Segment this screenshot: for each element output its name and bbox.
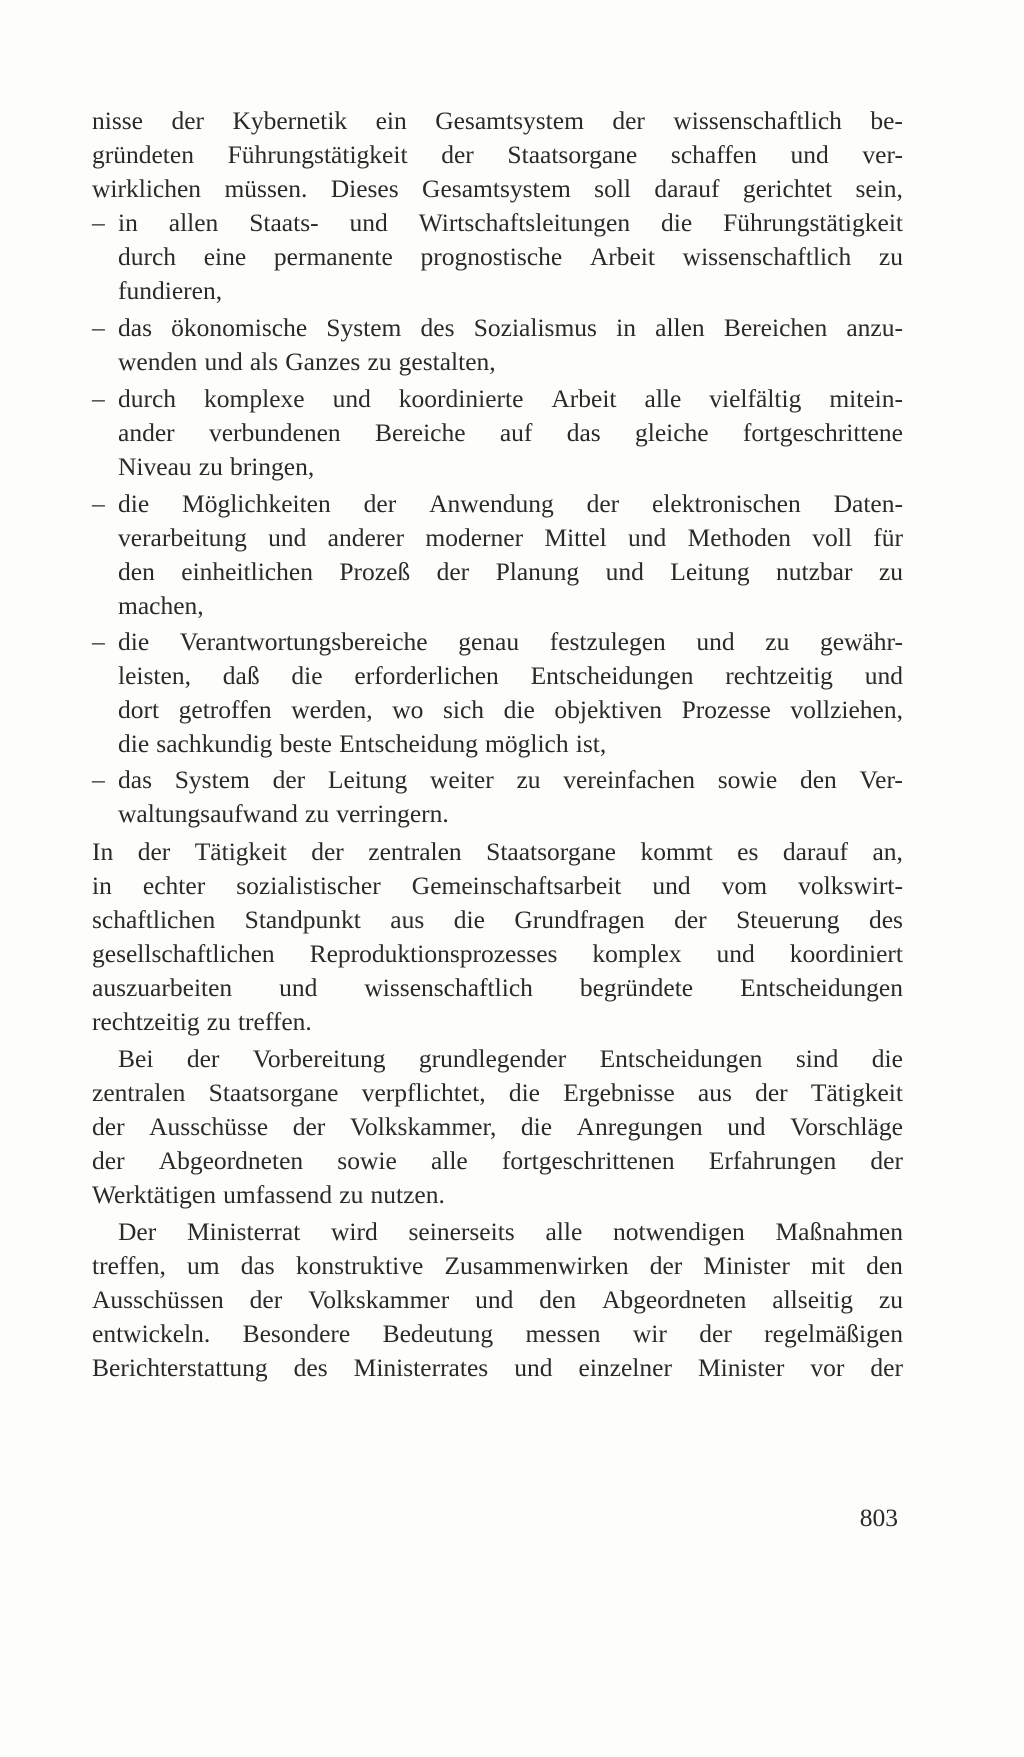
word: sozialistischer	[236, 871, 381, 900]
text-line	[118, 1214, 903, 1250]
text-line	[92, 1109, 903, 1145]
word: das	[118, 765, 152, 794]
word: sowie	[337, 1146, 397, 1175]
word: auf	[499, 418, 533, 447]
word: zu	[339, 1180, 364, 1209]
word: wenden	[118, 347, 198, 376]
word: Berichterstattung	[92, 1353, 268, 1382]
word: zu	[765, 627, 790, 656]
word: bringen,	[229, 452, 315, 481]
word: und	[514, 1353, 553, 1382]
text-line	[92, 1316, 903, 1352]
word: objektiven	[554, 695, 663, 724]
text-line	[118, 796, 903, 832]
word: nutzbar	[776, 557, 853, 586]
word: moderner	[425, 523, 524, 552]
word: die	[871, 1044, 903, 1073]
word: der	[649, 1251, 683, 1280]
word: der	[137, 837, 171, 866]
word: waltungsaufwand	[118, 799, 298, 828]
word: schaftlichen	[92, 905, 216, 934]
word: Ergebnisse	[563, 1078, 675, 1107]
word: der	[171, 106, 204, 135]
word: schaffen	[670, 140, 757, 169]
word: wirklichen	[92, 174, 202, 203]
word: Bereichen	[723, 313, 828, 342]
word: gesellschaftlichen	[92, 939, 275, 968]
word: wird	[331, 1217, 378, 1246]
word: Wirtschaftsleitungen	[418, 208, 631, 237]
word: ist,	[575, 729, 607, 758]
word: festzulegen	[549, 627, 666, 656]
word: Staats-	[249, 208, 319, 237]
word: entwickeln.	[92, 1319, 211, 1348]
word: Führungstätigkeit	[723, 208, 903, 237]
word: Ganzes	[285, 347, 361, 376]
word: zu	[878, 1285, 903, 1314]
word: Tätigkeit	[194, 837, 287, 866]
word: echter	[142, 871, 206, 900]
word: Volkskammer	[308, 1285, 450, 1314]
text-line	[118, 762, 903, 798]
word: sachkundig	[156, 729, 273, 758]
word: und	[279, 973, 318, 1002]
word: anderer	[327, 523, 405, 552]
word: Vorbereitung	[252, 1044, 386, 1073]
word: die	[503, 695, 535, 724]
word: anzu-	[846, 313, 903, 342]
word: Erfahrungen	[708, 1146, 837, 1175]
word: leisten,	[118, 661, 191, 690]
word: sind	[795, 1044, 839, 1073]
word: und	[605, 557, 644, 586]
word: Entscheidungen	[530, 661, 694, 690]
word: gestalten,	[398, 347, 496, 376]
text-line	[118, 1041, 903, 1077]
word: der	[870, 1146, 903, 1175]
word: und	[628, 523, 667, 552]
word: Volkskammer,	[349, 1112, 497, 1141]
word: an,	[872, 837, 903, 866]
text-line	[118, 415, 903, 451]
text-line	[92, 1177, 903, 1213]
word: rechtzeitig	[92, 1007, 200, 1036]
word: Staatsorgane	[507, 140, 638, 169]
text-line	[118, 344, 903, 380]
word: weiter	[429, 765, 494, 794]
word: machen,	[118, 591, 204, 620]
word: treffen.	[237, 1007, 312, 1036]
word: die	[508, 1078, 540, 1107]
word: zu	[305, 799, 330, 828]
list-dash: –	[92, 489, 105, 518]
word: Minister	[703, 1251, 790, 1280]
word: Gesamtsystem	[422, 174, 571, 203]
word: notwendigen	[613, 1217, 745, 1246]
word: Minister	[697, 1353, 785, 1382]
word: gerichtet	[742, 174, 833, 203]
word: Werktätigen	[92, 1180, 216, 1209]
word: Daten-	[833, 489, 903, 518]
word: treffen,	[92, 1251, 166, 1280]
word: das	[118, 313, 152, 342]
word: darauf	[654, 174, 720, 203]
word: Leitung	[670, 557, 750, 586]
word: sich	[442, 695, 485, 724]
word: und	[268, 523, 307, 552]
word: wissenschaftlich	[682, 242, 852, 271]
word: den	[118, 557, 155, 586]
word: kommt	[640, 837, 713, 866]
word: um	[187, 1251, 220, 1280]
word: komplex	[592, 939, 682, 968]
word: gleiche	[635, 418, 709, 447]
word: verarbeitung	[118, 523, 247, 552]
word: der	[436, 557, 470, 586]
word: einzelner	[578, 1353, 672, 1382]
word: fortgeschrittenen	[501, 1146, 675, 1175]
word: Sozialismus	[473, 313, 597, 342]
word: eine	[203, 242, 247, 271]
word: grundlegender	[418, 1044, 567, 1073]
word: gewähr-	[819, 627, 903, 656]
word: als	[249, 347, 279, 376]
word: Entscheidung	[339, 729, 478, 758]
word: Ausschüssen	[92, 1285, 224, 1314]
text-line	[92, 1350, 903, 1386]
text-line	[92, 1075, 903, 1111]
word: nutzen.	[370, 1180, 445, 1209]
word: darauf	[782, 837, 848, 866]
word: durch	[118, 242, 177, 271]
word: in	[616, 313, 636, 342]
word: und	[790, 140, 829, 169]
word: vollziehen,	[790, 695, 903, 724]
word: be-	[870, 106, 903, 135]
text-line	[118, 239, 903, 275]
word: allen	[655, 313, 705, 342]
word: regelmäßigen	[764, 1319, 903, 1348]
word: soll	[594, 174, 631, 203]
word: verringern.	[336, 799, 449, 828]
word: der	[186, 1044, 220, 1073]
word: Entscheidungen	[740, 973, 903, 1002]
word: Mittel	[544, 523, 607, 552]
word: Bereiche	[374, 418, 466, 447]
text-line	[92, 103, 903, 139]
word: die	[118, 627, 150, 656]
word: ein	[375, 106, 407, 135]
word: vereinfachen	[563, 765, 695, 794]
text-line	[92, 902, 903, 938]
word: vielfältig	[709, 384, 802, 413]
word: mitein-	[829, 384, 903, 413]
text-line	[92, 1248, 903, 1284]
word: Entscheidungen	[599, 1044, 763, 1073]
word: zu	[516, 765, 541, 794]
word: Methoden	[687, 523, 791, 552]
text-line	[92, 868, 903, 904]
word: In	[92, 837, 114, 866]
word: Staatsorgane	[208, 1078, 339, 1107]
word: der	[92, 1112, 125, 1141]
word: Abgeordneten	[158, 1146, 304, 1175]
word: koordiniert	[789, 939, 903, 968]
word: allseitig	[772, 1285, 854, 1314]
word: die	[291, 661, 323, 690]
word: Ministerrates	[353, 1353, 489, 1382]
word: umfassend	[223, 1180, 333, 1209]
word: Vorschläge	[790, 1112, 903, 1141]
word: koordinierte	[398, 384, 524, 413]
word: Prozesse	[681, 695, 771, 724]
word: des	[420, 313, 455, 342]
word: und	[349, 208, 388, 237]
word: Tätigkeit	[810, 1078, 903, 1107]
word: zentralen	[92, 1078, 186, 1107]
word: System	[174, 765, 250, 794]
word: Anwendung	[429, 489, 554, 518]
word: und	[727, 1112, 766, 1141]
list-dash: –	[92, 208, 105, 237]
word: es	[737, 837, 759, 866]
word: Leitung	[327, 765, 408, 794]
word: zentralen	[368, 837, 462, 866]
word: voll	[812, 523, 852, 552]
text-line	[118, 520, 903, 556]
word: Grundfragen	[514, 905, 645, 934]
word: allen	[168, 208, 219, 237]
word: in	[118, 208, 138, 237]
word: und	[652, 871, 691, 900]
word: wissenschaftlich	[673, 106, 842, 135]
word: alle	[644, 384, 682, 413]
text-line	[118, 554, 903, 590]
word: das	[566, 418, 601, 447]
word: Kybernetik	[232, 106, 348, 135]
word: Reproduktionsprozesses	[309, 939, 558, 968]
word: genau	[458, 627, 520, 656]
word: aus	[390, 905, 425, 934]
word: sein,	[855, 174, 903, 203]
text-line	[92, 834, 903, 870]
word: seinerseits	[408, 1217, 515, 1246]
word: fortgeschrittene	[742, 418, 903, 447]
word: Niveau	[118, 452, 192, 481]
word: der	[292, 1112, 326, 1141]
text-line	[92, 137, 903, 173]
word: zu	[367, 347, 392, 376]
text-line	[92, 1282, 903, 1318]
word: Abgeordneten	[601, 1285, 747, 1314]
word: müssen.	[224, 174, 308, 203]
word: die	[118, 489, 150, 518]
list-dash: –	[92, 765, 105, 794]
word: Maßnahmen	[775, 1217, 903, 1246]
word: Standpunkt	[244, 905, 361, 934]
word: gründeten	[92, 140, 194, 169]
text-line	[118, 588, 903, 624]
word: der	[92, 1146, 125, 1175]
word: Führungstätigkeit	[227, 140, 408, 169]
word: zu	[878, 242, 903, 271]
word: dort	[118, 695, 160, 724]
word: verbundenen	[208, 418, 341, 447]
word: nisse	[92, 106, 143, 135]
word: Staatsorgane	[486, 837, 616, 866]
text-line	[92, 171, 903, 207]
word: möglich	[485, 729, 569, 758]
word: messen	[525, 1319, 601, 1348]
text-line	[118, 624, 903, 660]
word: ver-	[862, 140, 903, 169]
word: der	[586, 489, 620, 518]
word: ander	[118, 418, 175, 447]
word: des	[293, 1353, 328, 1382]
word: volkswirt-	[798, 871, 903, 900]
word: ökonomische	[171, 313, 308, 342]
word: wissenschaftlich	[364, 973, 533, 1002]
word: permanente	[273, 242, 393, 271]
word: des	[868, 905, 903, 934]
word: der	[311, 837, 344, 866]
word: alle	[430, 1146, 468, 1175]
word: die	[453, 905, 485, 934]
word: Ver-	[859, 765, 903, 794]
word: zu	[206, 1007, 231, 1036]
word: die	[118, 729, 150, 758]
word: die	[520, 1112, 553, 1141]
page-number: 803	[859, 1503, 898, 1532]
word: Planung	[495, 557, 580, 586]
word: der	[699, 1319, 732, 1348]
word: getroffen	[178, 695, 272, 724]
word: alle	[545, 1217, 583, 1246]
word: Arbeit	[589, 242, 655, 271]
word: prognostische	[420, 242, 563, 271]
text-line	[118, 381, 903, 417]
word: den	[799, 765, 837, 794]
word: sowie	[717, 765, 778, 794]
word: zu	[198, 452, 223, 481]
word: Bei	[118, 1044, 154, 1073]
word: rechtzeitig	[725, 661, 833, 690]
text-line	[118, 310, 903, 346]
text-line	[118, 692, 903, 728]
word: Prozeß	[339, 557, 411, 586]
text-line	[118, 449, 903, 485]
word: begründete	[579, 973, 694, 1002]
word: werden,	[291, 695, 373, 724]
word: Zusammenwirken	[444, 1251, 629, 1280]
word: Ausschüsse	[149, 1112, 269, 1141]
word: fundieren,	[118, 276, 223, 305]
word: daß	[222, 661, 260, 690]
list-dash: –	[92, 627, 105, 656]
text-line	[118, 658, 903, 694]
word: beste	[279, 729, 332, 758]
text-line	[92, 970, 903, 1006]
word: und	[475, 1285, 514, 1314]
text-line	[118, 205, 903, 241]
word: wo	[392, 695, 424, 724]
word: der	[870, 1353, 903, 1382]
word: der	[249, 1285, 283, 1314]
text-line	[92, 936, 903, 972]
word: und	[864, 661, 903, 690]
word: den	[866, 1251, 903, 1280]
word: in	[92, 871, 112, 900]
word: Bedeutung	[382, 1319, 494, 1348]
word: einheitlichen	[181, 557, 313, 586]
word: konstruktive	[295, 1251, 424, 1280]
word: der	[612, 106, 645, 135]
word: auszuarbeiten	[92, 973, 233, 1002]
word: vor	[810, 1353, 845, 1382]
word: der	[441, 140, 474, 169]
word: Steuerung	[736, 905, 840, 934]
list-dash: –	[92, 384, 105, 413]
word: und	[332, 384, 371, 413]
word: das	[240, 1251, 275, 1280]
word: zu	[878, 557, 903, 586]
word: Gemeinschaftsarbeit	[411, 871, 622, 900]
word: Anregungen	[576, 1112, 703, 1141]
word: vom	[721, 871, 768, 900]
word: elektronischen	[652, 489, 801, 518]
word: für	[873, 523, 903, 552]
text-line	[92, 1004, 903, 1040]
word: und	[696, 627, 735, 656]
word: Arbeit	[551, 384, 617, 413]
word: und	[716, 939, 755, 968]
word: Gesamtsystem	[435, 106, 584, 135]
word: durch	[118, 384, 177, 413]
word: der	[755, 1078, 788, 1107]
word: Ministerrat	[186, 1217, 301, 1246]
word: erforderlichen	[354, 661, 499, 690]
word: und	[204, 347, 243, 376]
word: aus	[697, 1078, 732, 1107]
word: komplexe	[204, 384, 305, 413]
word: System	[326, 313, 402, 342]
word: Verantwortungsbereiche	[179, 627, 428, 656]
word: der	[363, 489, 397, 518]
text-line	[118, 486, 903, 522]
word: Der	[118, 1217, 157, 1246]
word: die	[661, 208, 693, 237]
list-dash: –	[92, 313, 105, 342]
text-line	[92, 1143, 903, 1179]
word: mit	[810, 1251, 845, 1280]
word: Besondere	[242, 1319, 351, 1348]
word: Möglichkeiten	[182, 489, 331, 518]
word: wir	[632, 1319, 667, 1348]
word: den	[539, 1285, 577, 1314]
text-line	[118, 273, 903, 309]
word: der	[272, 765, 306, 794]
text-line	[118, 726, 903, 762]
word: der	[674, 905, 707, 934]
word: Dieses	[330, 174, 399, 203]
word: verpflichtet,	[361, 1078, 486, 1107]
